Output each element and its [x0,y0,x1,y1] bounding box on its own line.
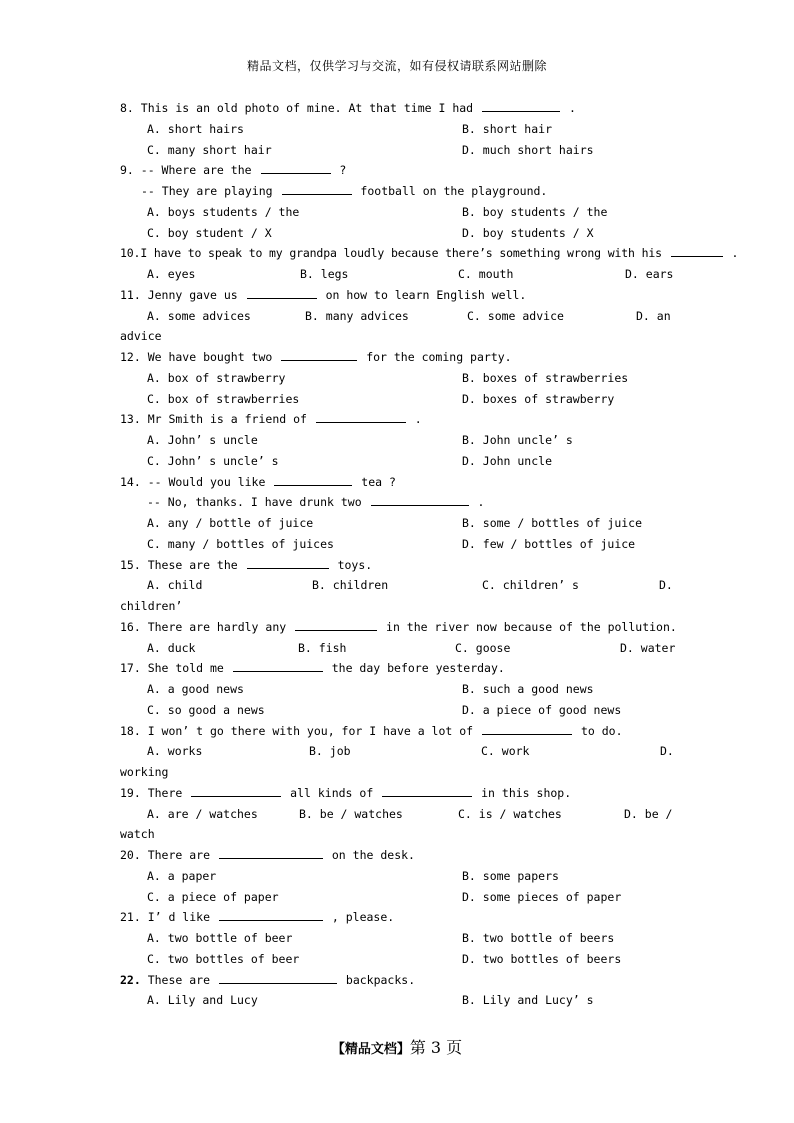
q13-option-d: D. John uncle [462,453,553,468]
q18-stem-end: to do. [574,723,623,738]
q22-stem: These are [140,972,211,987]
page-number: 第 3 页 [409,1038,463,1057]
q17-blank [233,659,323,672]
q11-option-d-wrap: advice [120,329,162,344]
q15-stem-end: toys. [330,557,373,572]
q17-option-a: A. a good news [147,682,244,696]
q16-option-a: A. duck [147,640,196,655]
q16-option-d: D. water [620,640,676,655]
q11-option-d: D. an [636,308,671,323]
question-8 [120,98,760,119]
question-14-reply [120,492,760,513]
q17-option-b: B. such a good news [462,682,594,696]
q20-option-c: C. a piece of paper [147,889,279,904]
q10-option-c: C. mouth [458,267,514,281]
q20-option-d: D. some pieces of paper [462,889,622,904]
q13-stem: 13. Mr Smith is a friend of [120,412,307,427]
q16-stem-end: in the river now because of the pollution. [379,619,677,634]
q11-stem-end: on how to learn English well. [318,287,527,302]
q8-option-a: A. short hairs [147,121,244,136]
q15-option-a: A. child [147,578,203,593]
q20-blank [219,846,323,859]
q19-blank-2 [382,784,472,797]
q11-option-b: B. many advices [305,308,409,323]
q19-option-b: B. be / watches [299,806,403,821]
q18-option-a: A. works [147,744,203,759]
q10-stem-end: . [724,246,739,261]
q12-option-c: C. box of strawberries [147,391,300,406]
q17-stem-end: the day before yesterday. [324,661,505,676]
question-19 [120,783,760,804]
q16-option-b: B. fish [298,640,347,655]
q15-blank [247,556,329,569]
q22-option-b: B. Lily and Lucy’ s [462,993,594,1008]
question-list [120,98,760,1011]
question-12 [120,347,760,368]
question-21 [120,907,760,928]
q19-stem: 19. There [120,785,183,800]
q18-option-b: B. job [309,744,351,759]
q15-stem: 15. These are the [120,557,238,572]
q11-stem: 11. Jenny gave us [120,287,238,302]
q8-stem-end: . [562,101,576,115]
q12-option-a: A. box of strawberry [147,370,286,385]
q14-stem: 14. -- Would you like [120,474,266,489]
q14-reply: -- No, thanks. I have drunk two [147,495,362,510]
q9-reply: -- They are playing [141,184,273,198]
q16-option-c: C. goose [455,640,511,655]
q19-option-d-wrap: watch [120,827,155,842]
q10-option-b: B. legs [300,267,349,281]
q21-option-a: A. two bottle of beer [147,931,293,945]
question-14 [120,472,760,493]
q22-option-a: A. Lily and Lucy [147,993,258,1008]
question-17 [120,658,760,679]
q12-stem-end: for the coming party. [359,350,512,364]
q9-option-c: C. boy student / X [147,225,272,240]
q18-blank [482,722,572,735]
q13-option-a: A. John’ s uncle [147,433,258,447]
q15-option-b: B. children [312,578,389,593]
q19-option-c: C. is / watches [458,806,562,821]
q21-stem-end: , please. [324,910,395,925]
q16-stem: 16. There are hardly any [120,619,287,634]
q17-option-c: C. so good a news [147,702,265,717]
q18-stem: 18. I won’ t go there with you, for I have a lot of [120,723,474,738]
q13-option-c: C. John’ s uncle’ s [147,453,279,468]
q14-option-c: C. many / bottles of juices [147,536,334,551]
q13-blank [316,410,406,423]
q10-blank [671,244,723,257]
q9-option-a: A. boys students / the [147,204,300,219]
q15-option-d: D. [659,578,673,593]
q13-option-b: B. John uncle’ s [462,433,573,447]
q18-option-d-wrap: working [120,765,169,779]
q19-stem-end: in this shop. [474,785,572,800]
q16-blank [295,618,377,631]
question-22 [120,970,760,991]
q11-option-a: A. some advices [147,308,251,323]
q10-option-a: A. eyes [147,267,196,281]
q15-option-c: C. children’ s [482,578,579,593]
q21-stem: 21. I’ d like [120,910,211,925]
q15-option-d-wrap: children’ [120,599,183,613]
q18-option-d: D. [660,744,674,759]
footer-tag: 【精品文档】 [331,1042,410,1057]
q9-stem: 9. -- Where are the [120,163,252,178]
q8-stem: 8. This is an old photo of mine. At that time I had [120,101,474,115]
q19-option-d: D. be / [624,806,673,821]
question-15 [120,555,760,576]
q14-blank-2 [371,493,469,506]
q9-option-d: D. boy students / X [462,225,594,240]
q8-option-b: B. short hair [462,121,553,136]
question-11 [120,285,760,306]
q14-reply-end: . [470,495,485,510]
q12-option-d: D. boxes of strawberry [462,391,615,406]
q8-option-c: C. many short hair [147,142,272,157]
q14-option-a: A. any / bottle of juice [147,516,314,530]
question-13 [120,409,760,430]
question-9 [120,160,760,181]
q20-stem-end: on the desk. [324,848,415,862]
q12-stem: 12. We have bought two [120,350,273,364]
q20-stem: 20. There are [120,848,211,862]
q19-blank-1 [191,784,281,797]
q9-option-b: B. boy students / the [462,204,608,219]
q9-stem-end: ? [332,163,347,178]
q19-stem-mid: all kinds of [283,785,374,800]
q14-stem-end: tea ? [354,474,396,489]
q20-option-a: A. a paper [147,868,217,883]
q11-option-c: C. some advice [467,308,564,323]
q21-option-b: B. two bottle of beers [462,931,615,945]
q8-blank [482,99,560,112]
question-18 [120,721,760,742]
q12-blank [281,348,357,361]
q14-option-d: D. few / bottles of juice [462,536,636,551]
page-header: 精品文档，仅供学习与交流，如有侵权请联系网站删除 [246,59,547,73]
q17-option-d: D. a piece of good news [462,702,622,717]
q19-option-a: A. are / watches [147,806,258,821]
q17-stem: 17. She told me [120,661,224,676]
q13-stem-end: . [407,412,422,427]
question-16 [120,617,760,638]
q14-blank-1 [274,473,352,486]
q22-number: 22. [120,972,141,987]
q14-option-b: B. some / bottles of juice [462,516,643,530]
q22-stem-end: backpacks. [338,972,416,987]
q10-stem: 10.I have to speak to my grandpa loudly because there’s something wrong with his [120,246,662,261]
q22-blank [219,971,337,984]
q21-blank [219,908,323,921]
q9-reply-end: football on the playground. [353,184,548,198]
q8-option-d: D. much short hairs [462,142,594,157]
q20-option-b: B. some papers [462,868,559,883]
question-9-reply [120,181,760,202]
page-footer [0,1035,794,1058]
question-20 [120,845,760,866]
question-10 [120,243,760,264]
q11-blank [247,286,317,299]
q9-blank-2 [282,182,352,195]
q9-blank-1 [261,161,331,174]
q21-option-c: C. two bottles of beer [147,951,300,966]
q10-option-d: D. ears [625,267,674,281]
q21-option-d: D. two bottles of beers [462,951,622,966]
q12-option-b: B. boxes of strawberries [462,370,629,385]
q18-option-c: C. work [481,744,530,759]
